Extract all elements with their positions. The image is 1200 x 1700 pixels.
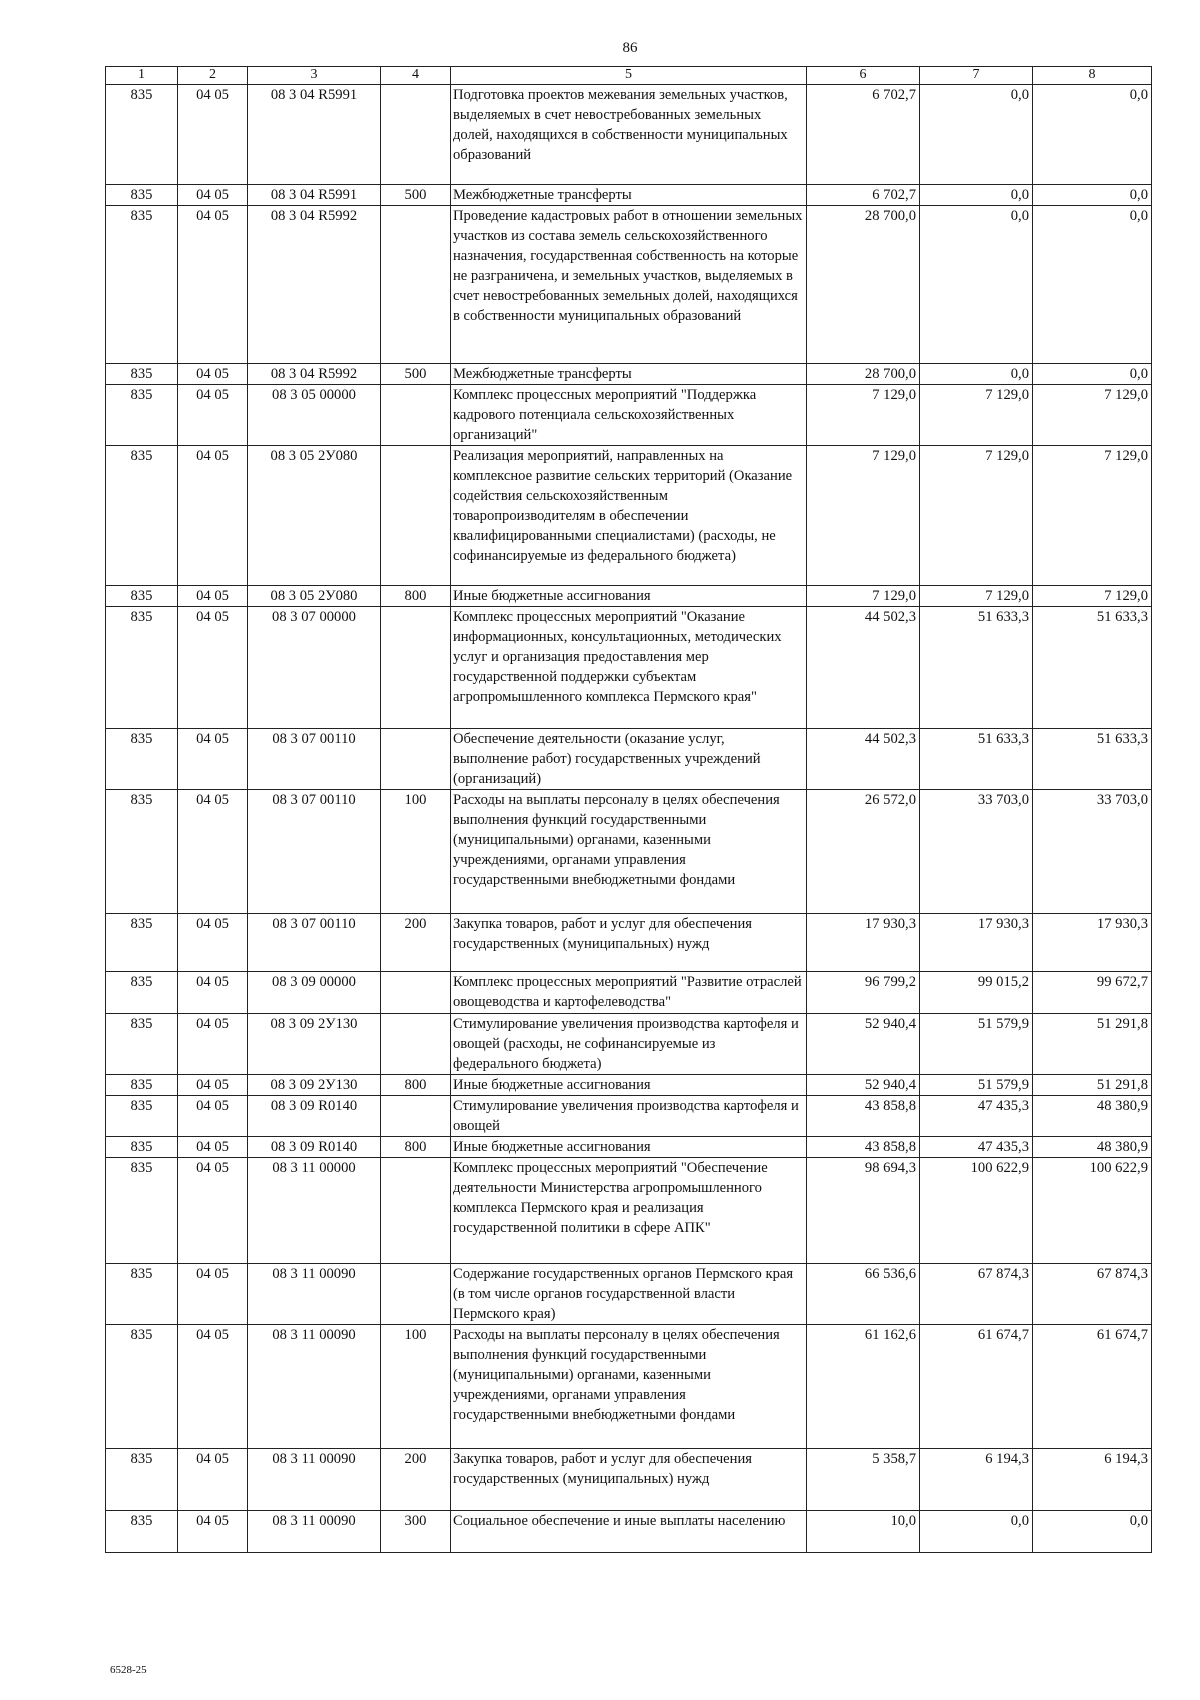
target-article-cell: 08 3 05 00000	[248, 385, 381, 446]
description-cell: Закупка товаров, работ и услуг для обеспечения государственных (муниципальных) нужд	[451, 914, 807, 972]
amount-year2-cell: 67 874,3	[920, 1264, 1033, 1325]
section-cell: 04 05	[178, 185, 248, 206]
expense-type-cell: 100	[381, 790, 451, 914]
section-cell: 04 05	[178, 446, 248, 586]
column-number-row	[106, 67, 1152, 85]
footer-code: 6528-25	[110, 1664, 147, 1676]
amount-year1-cell: 28 700,0	[807, 364, 920, 385]
expense-type-cell: 800	[381, 586, 451, 607]
expense-type-cell	[381, 972, 451, 1014]
amount-year3-cell: 100 622,9	[1033, 1158, 1152, 1264]
amount-year2-cell: 51 633,3	[920, 729, 1033, 790]
admin-code-cell: 835	[106, 586, 178, 607]
table-row	[106, 729, 1152, 790]
amount-year2-cell: 100 622,9	[920, 1158, 1033, 1264]
expense-type-cell: 800	[381, 1075, 451, 1096]
amount-year1-cell: 7 129,0	[807, 385, 920, 446]
amount-year2-cell: 47 435,3	[920, 1096, 1033, 1137]
table-row	[106, 85, 1152, 185]
table-row	[106, 586, 1152, 607]
page-number: 86	[622, 40, 638, 56]
expense-type-cell: 300	[381, 1511, 451, 1553]
admin-code-cell: 835	[106, 1096, 178, 1137]
admin-code-cell: 835	[106, 185, 178, 206]
expense-type-cell: 200	[381, 1449, 451, 1511]
amount-year3-cell: 0,0	[1033, 185, 1152, 206]
amount-year2-cell: 0,0	[920, 364, 1033, 385]
budget-table	[105, 66, 1152, 1553]
amount-year1-cell: 43 858,8	[807, 1137, 920, 1158]
section-cell: 04 05	[178, 607, 248, 729]
admin-code-cell: 835	[106, 790, 178, 914]
table-row	[106, 914, 1152, 972]
description-cell: Межбюджетные трансферты	[451, 185, 807, 206]
section-cell: 04 05	[178, 1264, 248, 1325]
table-row	[106, 1511, 1152, 1553]
amount-year3-cell: 7 129,0	[1033, 446, 1152, 586]
description-cell: Социальное обеспечение и иные выплаты населению	[451, 1511, 807, 1553]
description-cell: Обеспечение деятельности (оказание услуг, выполнение работ) государственных учреждений (организаций)	[451, 729, 807, 790]
amount-year3-cell: 7 129,0	[1033, 385, 1152, 446]
amount-year3-cell: 0,0	[1033, 364, 1152, 385]
amount-year2-cell: 7 129,0	[920, 586, 1033, 607]
table-row	[106, 446, 1152, 586]
expense-type-cell: 200	[381, 914, 451, 972]
section-cell: 04 05	[178, 1137, 248, 1158]
amount-year3-cell: 51 633,3	[1033, 607, 1152, 729]
table-row	[106, 607, 1152, 729]
description-cell: Подготовка проектов межевания земельных участков, выделяемых в счет невостребованных земельных долей, находящихся в собственности муниципальных образований	[451, 85, 807, 185]
expense-type-cell	[381, 607, 451, 729]
target-article-cell: 08 3 07 00110	[248, 914, 381, 972]
expense-type-cell: 500	[381, 185, 451, 206]
description-cell: Стимулирование увеличения производства картофеля и овощей	[451, 1096, 807, 1137]
column-header-4: 4	[381, 67, 451, 85]
amount-year1-cell: 98 694,3	[807, 1158, 920, 1264]
amount-year1-cell: 6 702,7	[807, 185, 920, 206]
description-cell: Иные бюджетные ассигнования	[451, 1137, 807, 1158]
expense-type-cell: 500	[381, 364, 451, 385]
amount-year3-cell: 7 129,0	[1033, 586, 1152, 607]
amount-year1-cell: 66 536,6	[807, 1264, 920, 1325]
table-row	[106, 972, 1152, 1014]
table-row	[106, 1325, 1152, 1449]
table-row	[106, 1096, 1152, 1137]
admin-code-cell: 835	[106, 1014, 178, 1075]
amount-year1-cell: 26 572,0	[807, 790, 920, 914]
admin-code-cell: 835	[106, 385, 178, 446]
amount-year3-cell: 67 874,3	[1033, 1264, 1152, 1325]
amount-year2-cell: 7 129,0	[920, 385, 1033, 446]
section-cell: 04 05	[178, 364, 248, 385]
amount-year1-cell: 7 129,0	[807, 446, 920, 586]
expense-type-cell	[381, 1158, 451, 1264]
table-row	[106, 1075, 1152, 1096]
expense-type-cell	[381, 446, 451, 586]
section-cell: 04 05	[178, 385, 248, 446]
target-article-cell: 08 3 11 00090	[248, 1264, 381, 1325]
admin-code-cell: 835	[106, 206, 178, 364]
amount-year3-cell: 6 194,3	[1033, 1449, 1152, 1511]
amount-year3-cell: 48 380,9	[1033, 1137, 1152, 1158]
amount-year1-cell: 44 502,3	[807, 729, 920, 790]
expense-type-cell: 800	[381, 1137, 451, 1158]
table-row	[106, 364, 1152, 385]
admin-code-cell: 835	[106, 1449, 178, 1511]
amount-year3-cell: 51 291,8	[1033, 1075, 1152, 1096]
target-article-cell: 08 3 05 2У080	[248, 586, 381, 607]
description-cell: Расходы на выплаты персоналу в целях обеспечения выполнения функций государственными (муниципальными) органами, казенными учреждениями, органами управления государственными внебюджетными фондами	[451, 1325, 807, 1449]
section-cell: 04 05	[178, 1449, 248, 1511]
amount-year2-cell: 99 015,2	[920, 972, 1033, 1014]
target-article-cell: 08 3 07 00000	[248, 607, 381, 729]
admin-code-cell: 835	[106, 729, 178, 790]
description-cell: Комплекс процессных мероприятий "Развитие отраслей овощеводства и картофелеводства"	[451, 972, 807, 1014]
amount-year2-cell: 0,0	[920, 206, 1033, 364]
amount-year3-cell: 0,0	[1033, 1511, 1152, 1553]
table-row	[106, 206, 1152, 364]
description-cell: Иные бюджетные ассигнования	[451, 1075, 807, 1096]
description-cell: Иные бюджетные ассигнования	[451, 586, 807, 607]
amount-year2-cell: 51 579,9	[920, 1014, 1033, 1075]
amount-year3-cell: 51 633,3	[1033, 729, 1152, 790]
admin-code-cell: 835	[106, 1075, 178, 1096]
section-cell: 04 05	[178, 1014, 248, 1075]
admin-code-cell: 835	[106, 914, 178, 972]
table-row	[106, 790, 1152, 914]
description-cell: Комплекс процессных мероприятий "Обеспечение деятельности Министерства агропромышленного комплекса Пермского края и реализация государственной политики в сфере АПК"	[451, 1158, 807, 1264]
column-header-6: 6	[807, 67, 920, 85]
amount-year3-cell: 0,0	[1033, 85, 1152, 185]
target-article-cell: 08 3 11 00090	[248, 1449, 381, 1511]
admin-code-cell: 835	[106, 446, 178, 586]
admin-code-cell: 835	[106, 1325, 178, 1449]
description-cell: Комплекс процессных мероприятий "Оказание информационных, консультационных, методических услуг и организация предоставления мер государственной поддержки субъектам агропромышленного комплекса Пермского края"	[451, 607, 807, 729]
amount-year2-cell: 17 930,3	[920, 914, 1033, 972]
amount-year3-cell: 61 674,7	[1033, 1325, 1152, 1449]
column-header-1: 1	[106, 67, 178, 85]
admin-code-cell: 835	[106, 1158, 178, 1264]
amount-year2-cell: 6 194,3	[920, 1449, 1033, 1511]
expense-type-cell	[381, 85, 451, 185]
expense-type-cell	[381, 1264, 451, 1325]
amount-year1-cell: 52 940,4	[807, 1014, 920, 1075]
description-cell: Содержание государственных органов Пермского края (в том числе органов государственной власти Пермского края)	[451, 1264, 807, 1325]
amount-year1-cell: 6 702,7	[807, 85, 920, 185]
expense-type-cell	[381, 729, 451, 790]
description-cell: Реализация мероприятий, направленных на комплексное развитие сельских территорий (Оказание содействия сельскохозяйственным товаропроизводителям в обеспечении квалифицированными специалистами) (расходы, не софинансируемые из федерального бюджета)	[451, 446, 807, 586]
column-header-2: 2	[178, 67, 248, 85]
amount-year2-cell: 0,0	[920, 85, 1033, 185]
section-cell: 04 05	[178, 1075, 248, 1096]
amount-year3-cell: 33 703,0	[1033, 790, 1152, 914]
admin-code-cell: 835	[106, 1264, 178, 1325]
table-body	[106, 85, 1152, 1553]
section-cell: 04 05	[178, 972, 248, 1014]
amount-year3-cell: 51 291,8	[1033, 1014, 1152, 1075]
description-cell: Комплекс процессных мероприятий "Поддержка кадрового потенциала сельскохозяйственных организаций"	[451, 385, 807, 446]
amount-year1-cell: 44 502,3	[807, 607, 920, 729]
column-header-5: 5	[451, 67, 807, 85]
target-article-cell: 08 3 04 R5991	[248, 85, 381, 185]
column-header-8: 8	[1033, 67, 1152, 85]
amount-year3-cell: 0,0	[1033, 206, 1152, 364]
admin-code-cell: 835	[106, 1511, 178, 1553]
target-article-cell: 08 3 09 2У130	[248, 1075, 381, 1096]
section-cell: 04 05	[178, 586, 248, 607]
expense-type-cell: 100	[381, 1325, 451, 1449]
amount-year2-cell: 47 435,3	[920, 1137, 1033, 1158]
section-cell: 04 05	[178, 729, 248, 790]
target-article-cell: 08 3 07 00110	[248, 790, 381, 914]
amount-year2-cell: 33 703,0	[920, 790, 1033, 914]
amount-year3-cell: 99 672,7	[1033, 972, 1152, 1014]
expense-type-cell	[381, 1014, 451, 1075]
amount-year1-cell: 7 129,0	[807, 586, 920, 607]
target-article-cell: 08 3 09 R0140	[248, 1096, 381, 1137]
description-cell: Расходы на выплаты персоналу в целях обеспечения выполнения функций государственными (муниципальными) органами, казенными учреждениями, органами управления государственными внебюджетными фондами	[451, 790, 807, 914]
amount-year2-cell: 51 633,3	[920, 607, 1033, 729]
target-article-cell: 08 3 11 00090	[248, 1325, 381, 1449]
admin-code-cell: 835	[106, 1137, 178, 1158]
section-cell: 04 05	[178, 914, 248, 972]
amount-year1-cell: 5 358,7	[807, 1449, 920, 1511]
admin-code-cell: 835	[106, 364, 178, 385]
amount-year1-cell: 17 930,3	[807, 914, 920, 972]
section-cell: 04 05	[178, 1325, 248, 1449]
section-cell: 04 05	[178, 1511, 248, 1553]
expense-type-cell	[381, 1096, 451, 1137]
target-article-cell: 08 3 07 00110	[248, 729, 381, 790]
table-row	[106, 1137, 1152, 1158]
amount-year1-cell: 28 700,0	[807, 206, 920, 364]
expense-type-cell	[381, 206, 451, 364]
table-row	[106, 1014, 1152, 1075]
admin-code-cell: 835	[106, 607, 178, 729]
section-cell: 04 05	[178, 1096, 248, 1137]
amount-year3-cell: 17 930,3	[1033, 914, 1152, 972]
target-article-cell: 08 3 09 00000	[248, 972, 381, 1014]
amount-year1-cell: 96 799,2	[807, 972, 920, 1014]
target-article-cell: 08 3 04 R5992	[248, 206, 381, 364]
target-article-cell: 08 3 09 2У130	[248, 1014, 381, 1075]
amount-year2-cell: 61 674,7	[920, 1325, 1033, 1449]
target-article-cell: 08 3 04 R5992	[248, 364, 381, 385]
description-cell: Стимулирование увеличения производства картофеля и овощей (расходы, не софинансируемые из федерального бюджета)	[451, 1014, 807, 1075]
table-row	[106, 185, 1152, 206]
table-row	[106, 1264, 1152, 1325]
description-cell: Закупка товаров, работ и услуг для обеспечения государственных (муниципальных) нужд	[451, 1449, 807, 1511]
target-article-cell: 08 3 11 00090	[248, 1511, 381, 1553]
amount-year1-cell: 43 858,8	[807, 1096, 920, 1137]
amount-year1-cell: 52 940,4	[807, 1075, 920, 1096]
amount-year2-cell: 0,0	[920, 185, 1033, 206]
table-row	[106, 1449, 1152, 1511]
target-article-cell: 08 3 04 R5991	[248, 185, 381, 206]
amount-year2-cell: 0,0	[920, 1511, 1033, 1553]
target-article-cell: 08 3 09 R0140	[248, 1137, 381, 1158]
column-header-7: 7	[920, 67, 1033, 85]
description-cell: Проведение кадастровых работ в отношении земельных участков из состава земель сельскохозяйственного назначения, государственная собственность на которые не разграничена, и земельных участков, выделяемых в счет невостребованных земельных долей, находящихся в собственности муниципальных образований	[451, 206, 807, 364]
section-cell: 04 05	[178, 1158, 248, 1264]
admin-code-cell: 835	[106, 972, 178, 1014]
table-row	[106, 385, 1152, 446]
target-article-cell: 08 3 11 00000	[248, 1158, 381, 1264]
expense-type-cell	[381, 385, 451, 446]
target-article-cell: 08 3 05 2У080	[248, 446, 381, 586]
column-header-3: 3	[248, 67, 381, 85]
section-cell: 04 05	[178, 790, 248, 914]
amount-year1-cell: 61 162,6	[807, 1325, 920, 1449]
amount-year2-cell: 7 129,0	[920, 446, 1033, 586]
description-cell: Межбюджетные трансферты	[451, 364, 807, 385]
admin-code-cell: 835	[106, 85, 178, 185]
amount-year1-cell: 10,0	[807, 1511, 920, 1553]
table-row	[106, 1158, 1152, 1264]
section-cell: 04 05	[178, 206, 248, 364]
section-cell: 04 05	[178, 85, 248, 185]
amount-year3-cell: 48 380,9	[1033, 1096, 1152, 1137]
amount-year2-cell: 51 579,9	[920, 1075, 1033, 1096]
